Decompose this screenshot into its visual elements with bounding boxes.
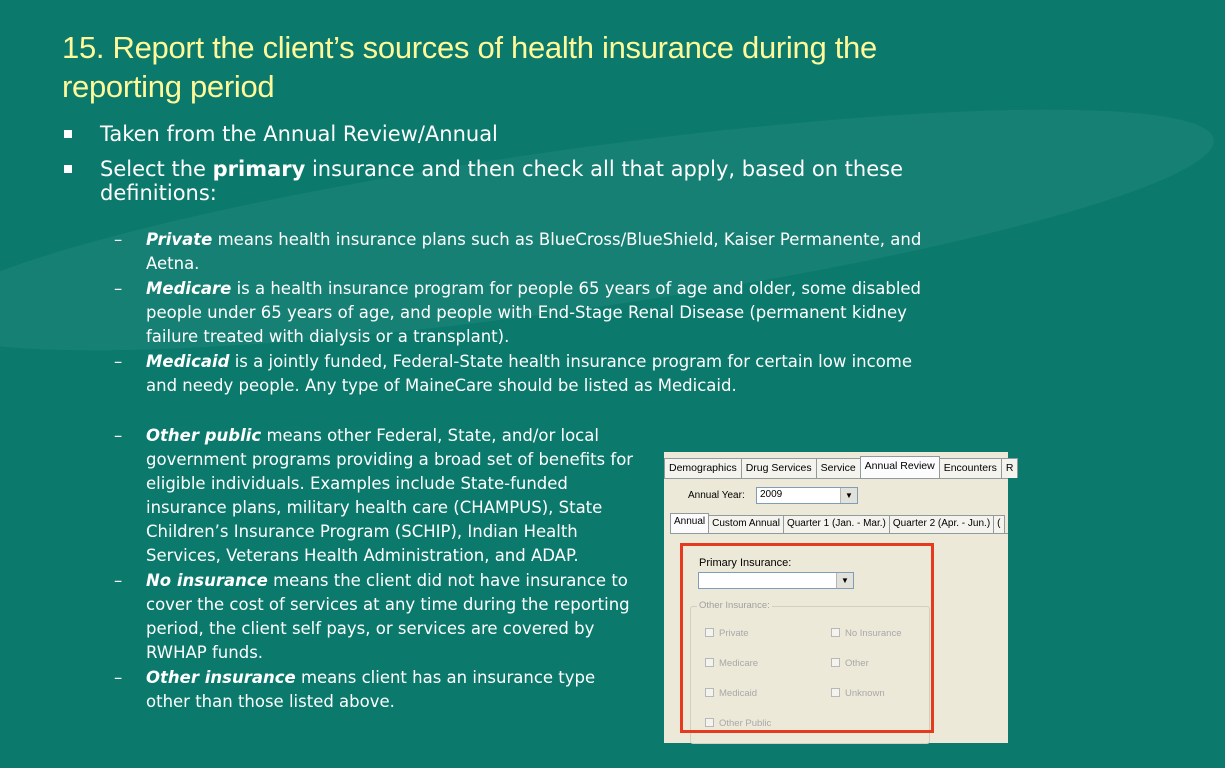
sub-tab-bar bbox=[670, 515, 1008, 534]
definition-text: is a jointly funded, Federal-State health insurance program for certain low income and needy people. Any type of MaineCare should be listed as Medicaid. bbox=[146, 352, 913, 395]
dash-bullet: – bbox=[114, 352, 123, 371]
dash-bullet: – bbox=[114, 426, 123, 445]
dash-bullet: – bbox=[114, 279, 123, 298]
definition-term: Medicare bbox=[146, 279, 232, 298]
dash-bullet: – bbox=[114, 668, 123, 687]
checkbox-label: No Insurance bbox=[845, 628, 902, 639]
tab-drug-services[interactable]: Drug Services bbox=[741, 458, 817, 478]
annual-year-label: Annual Year: bbox=[688, 490, 745, 501]
definition-list-top bbox=[114, 228, 944, 399]
checkbox-label: Unknown bbox=[845, 688, 885, 699]
checkbox-label: Medicaid bbox=[719, 688, 758, 699]
definition-item bbox=[114, 569, 644, 665]
definition-list-bottom bbox=[114, 424, 644, 715]
highlight-box bbox=[680, 543, 934, 733]
subtab-quarter-2[interactable]: Quarter 2 (Apr. - Jun.) bbox=[889, 515, 994, 533]
annual-year-select[interactable] bbox=[756, 487, 858, 504]
tab-truncated[interactable]: R bbox=[1001, 458, 1019, 478]
definition-text: is a health insurance program for people 65 years of age and older, some disabled people under 65 years of age, and people with End-Stage Renal Disease (permanent kidney failure treated with dialysis or a transplant). bbox=[146, 279, 922, 346]
definition-item bbox=[114, 424, 644, 568]
definition-text: means health insurance plans such as BlueCross/BlueShield, Kaiser Permanente, and Aetna. bbox=[146, 230, 922, 273]
tab-annual-review[interactable]: Annual Review bbox=[860, 456, 940, 478]
subtab-truncated[interactable]: ( bbox=[993, 515, 1004, 533]
definition-item bbox=[114, 350, 944, 398]
subtab-quarter-1[interactable]: Quarter 1 (Jan. - Mar.) bbox=[783, 515, 890, 533]
main-bullets bbox=[62, 122, 942, 216]
checkbox-label: Other Public bbox=[719, 718, 772, 729]
definition-item bbox=[114, 228, 944, 276]
checkbox-label: Other bbox=[845, 658, 869, 669]
annual-year-value: 2009 bbox=[760, 489, 783, 500]
definition-term: Other insurance bbox=[146, 668, 296, 687]
definition-text: means the client did not have insurance to cover the cost of services at any time during the reporting period, the client self pays, or services are covered by RWHAP funds. bbox=[146, 571, 630, 662]
definition-text: means other Federal, State, and/or local government programs providing a broad set of benefits for eligible individuals. Examples include State-funded insurance plans, military health care (CHAMPUS), State Children’s Insurance Program (SCHIP), Indian Health Services, Veterans Health Administration, and ADAP. bbox=[146, 426, 634, 565]
definition-item bbox=[114, 666, 644, 714]
checkbox-label: Medicare bbox=[719, 658, 759, 669]
chevron-down-icon[interactable]: ▼ bbox=[836, 573, 853, 588]
bullet-text-post: insurance and then check all that apply, based on these definitions: bbox=[100, 157, 904, 205]
bullet-text-bold: primary bbox=[212, 157, 306, 181]
bullet-text: Taken from the Annual Review/Annual bbox=[100, 122, 498, 146]
slide-title: 15. Report the client’s sources of health insurance during the reporting period bbox=[62, 30, 877, 104]
dash-bullet: – bbox=[114, 571, 123, 590]
bullet-item bbox=[62, 157, 942, 205]
definition-item bbox=[114, 277, 944, 349]
tab-service[interactable]: Service bbox=[816, 458, 861, 478]
chevron-down-icon[interactable]: ▼ bbox=[840, 488, 857, 503]
square-bullet-icon bbox=[64, 130, 72, 138]
app-screenshot-panel bbox=[664, 452, 1014, 743]
bullet-item bbox=[62, 122, 942, 146]
definition-term: Medicaid bbox=[146, 352, 230, 371]
dash-bullet: – bbox=[114, 230, 123, 249]
square-bullet-icon bbox=[64, 165, 72, 173]
bullet-text-pre: Select the bbox=[100, 157, 213, 181]
subtab-custom-annual[interactable]: Custom Annual bbox=[708, 515, 784, 533]
definition-term: Private bbox=[146, 230, 213, 249]
definition-term: Other public bbox=[146, 426, 262, 445]
definition-term: No insurance bbox=[146, 571, 268, 590]
main-tab-bar bbox=[664, 458, 1014, 479]
tab-demographics[interactable]: Demographics bbox=[664, 458, 742, 478]
definition-text: means client has an insurance type other than those listed above. bbox=[146, 668, 596, 711]
subtab-annual[interactable]: Annual bbox=[670, 513, 709, 533]
other-insurance-label: Other Insurance: bbox=[699, 600, 770, 611]
checkbox-label: Private bbox=[719, 628, 749, 639]
tab-encounters[interactable]: Encounters bbox=[939, 458, 1002, 478]
primary-insurance-label: Primary Insurance: bbox=[699, 557, 792, 569]
